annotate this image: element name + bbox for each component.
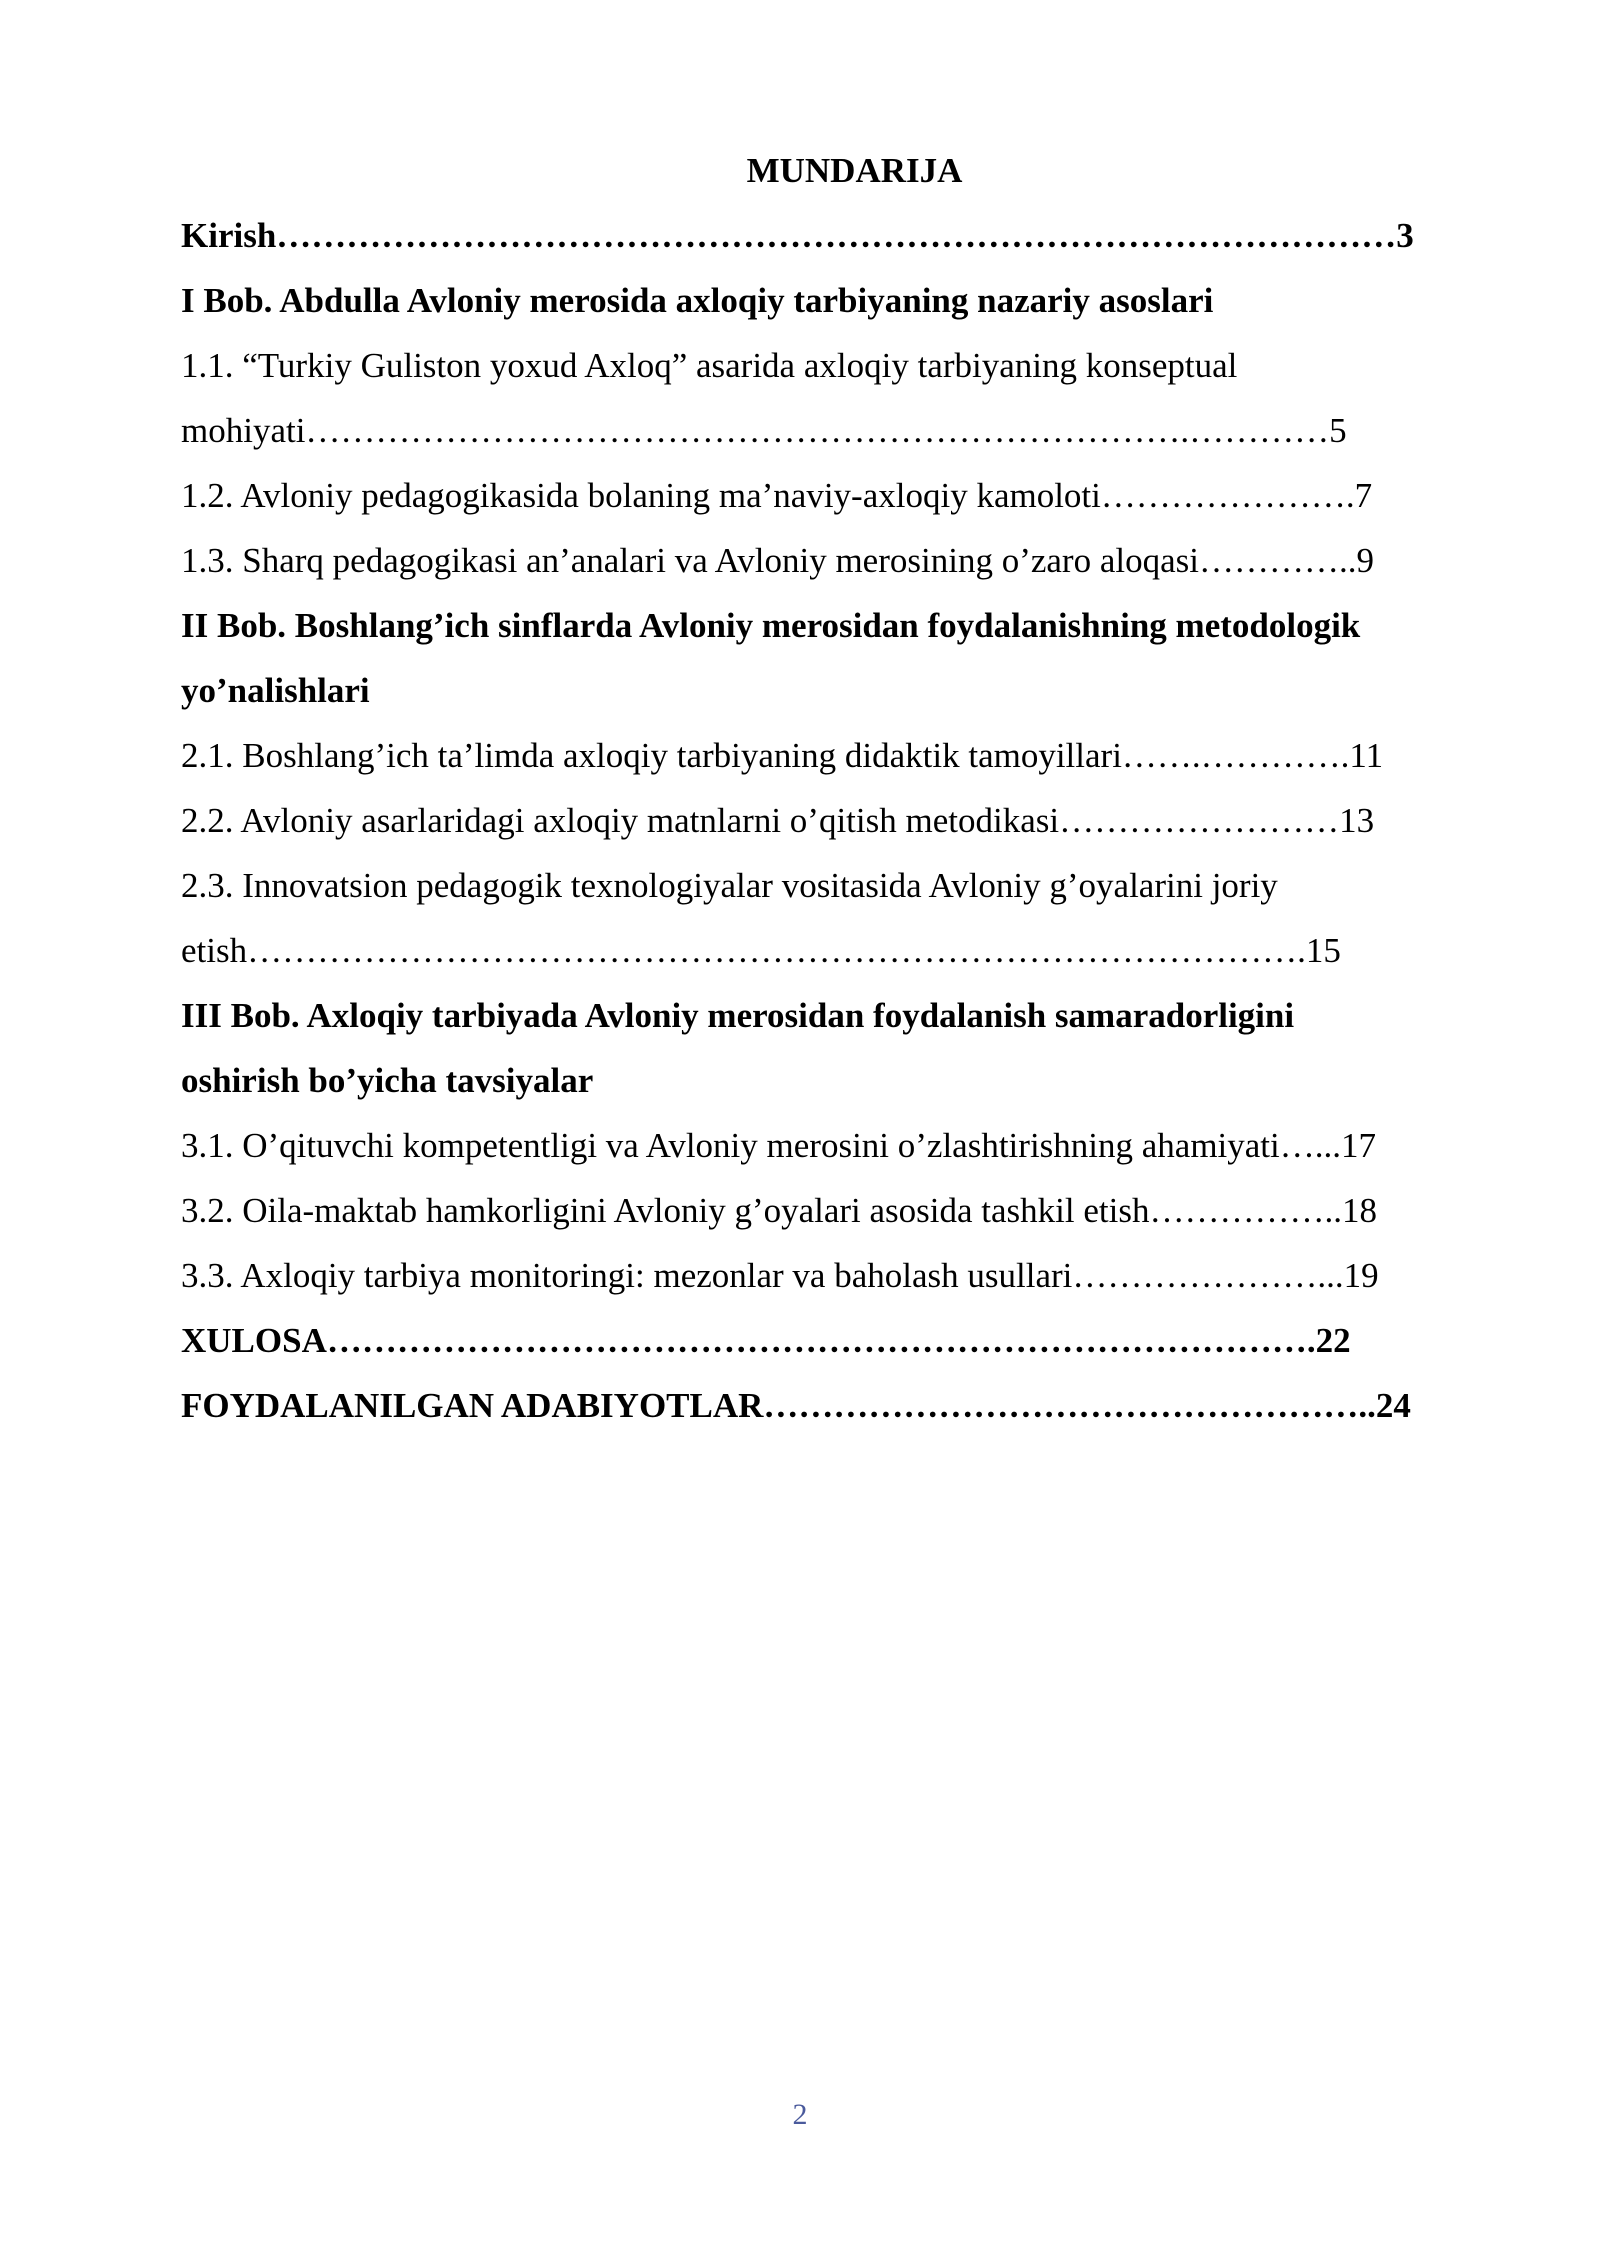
toc-entry: 2.1. Boshlang’ich ta’limda axloqiy tarbiyaning didaktik tamoyillari…….………….11 bbox=[181, 736, 1384, 775]
toc-heading-entry: III Bob. Axloqiy tarbiyada Avloniy merosidan foydalanish samaradorligini bbox=[181, 996, 1295, 1035]
toc-heading-entry: XULOSA………………………………………………………………………….22 bbox=[181, 1321, 1351, 1360]
toc-title: MUNDARIJA bbox=[746, 151, 963, 190]
toc-entry: mohiyati………………………………………………………………….…………5 bbox=[181, 411, 1347, 450]
toc-entry: 3.2. Oila-maktab hamkorligini Avloniy g’oyalari asosida tashkil etish……………..18 bbox=[181, 1191, 1377, 1230]
toc-entry: 1.2. Avloniy pedagogikasida bolaning ma’naviy-axloqiy kamoloti………………….7 bbox=[181, 476, 1373, 515]
toc-heading-entry: I Bob. Abdulla Avloniy merosida axloqiy tarbiyaning nazariy asoslari bbox=[181, 281, 1214, 320]
toc-entries bbox=[181, 203, 1478, 1438]
toc-entry: 2.2. Avloniy asarlaridagi axloqiy matnlarni o’qitish metodikasi……………………13 bbox=[181, 801, 1375, 840]
toc-heading-entry: yo’nalishlari bbox=[181, 671, 370, 710]
toc-entry: 1.1. “Turkiy Guliston yoxud Axloq” asarida axloqiy tarbiyaning konseptual bbox=[181, 346, 1238, 385]
toc-heading-entry: II Bob. Boshlang’ich sinflarda Avloniy merosidan foydalanishning metodologik bbox=[181, 606, 1361, 645]
toc-heading-entry: Kirish……………………………………………………………………………………3 bbox=[181, 216, 1414, 255]
toc-entry: 1.3. Sharq pedagogikasi an’analari va Avloniy merosining o’zaro aloqasi…………..9 bbox=[181, 541, 1374, 580]
toc-entry: 2.3. Innovatsion pedagogik texnologiyalar vositasida Avloniy g’oyalarini joriy bbox=[181, 866, 1278, 905]
page-number: 2 bbox=[792, 2098, 808, 2131]
toc-heading-entry: oshirish bo’yicha tavsiyalar bbox=[181, 1061, 594, 1100]
toc-entry: etish……………………………………………………………………………….15 bbox=[181, 931, 1341, 970]
toc-entry: 3.1. O’qituvchi kompetentligi va Avloniy merosini o’zlashtirishning ahamiyati…...17 bbox=[181, 1126, 1377, 1165]
toc-entry: 3.3. Axloqiy tarbiya monitoringi: mezonlar va baholash usullari…………………...19 bbox=[181, 1256, 1379, 1295]
toc-heading-entry: FOYDALANILGAN ADABIYOTLAR……………………………………………..24 bbox=[181, 1386, 1411, 1425]
table-of-contents bbox=[181, 138, 1478, 1438]
